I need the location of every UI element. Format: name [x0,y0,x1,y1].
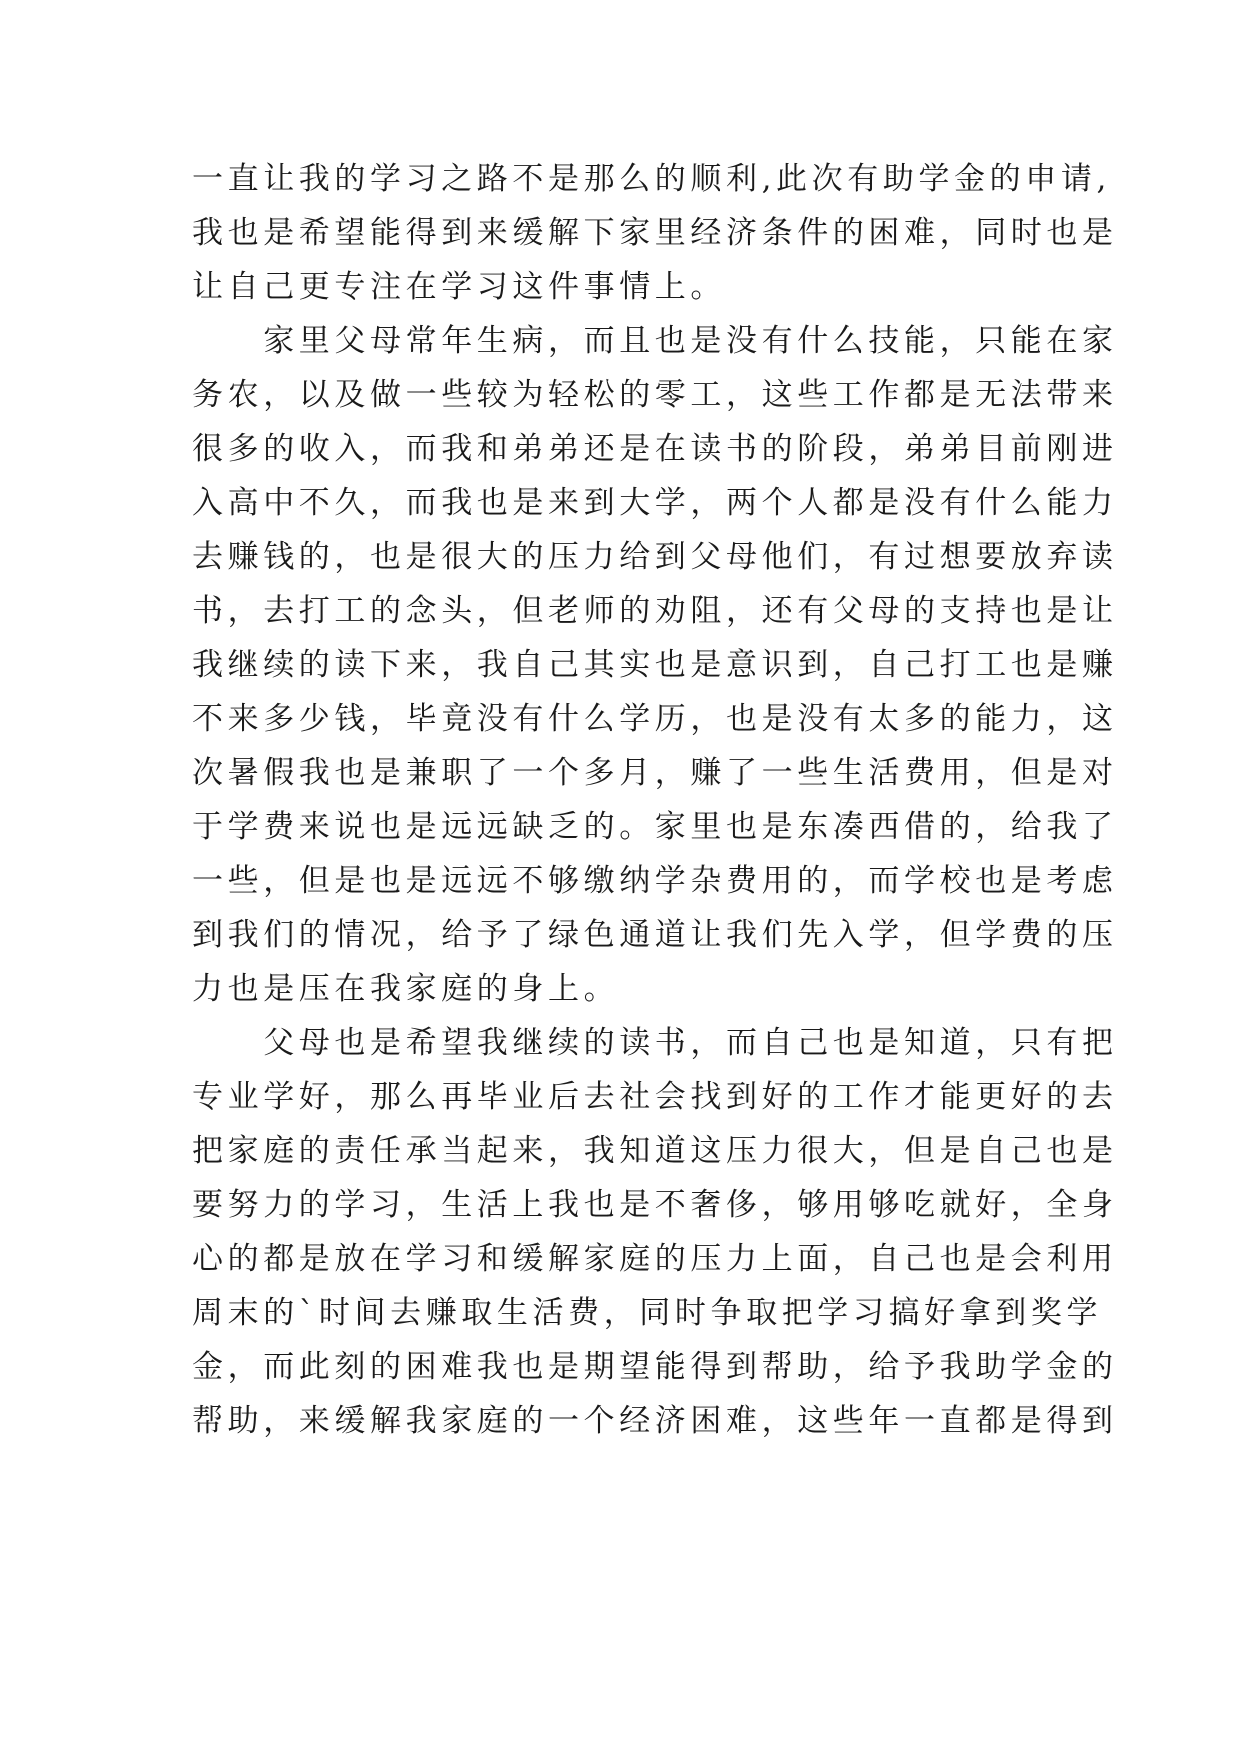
text-line: 父母也是希望我继续的读书，而自己也是知道，只有把 [192,1025,1118,1061]
text-line: 入高中不久，而我也是来到大学，两个人都是没有什么能力 [192,485,1118,521]
text-line: 专业学好，那么再毕业后去社会找到好的工作才能更好的去 [192,1079,1118,1115]
text-line: 书，去打工的念头，但老师的劝阻，还有父母的支持也是让 [192,593,1118,629]
text-line: 务农，以及做一些较为轻松的零工，这些工作都是无法带来 [192,377,1118,413]
text-line: 很多的收入，而我和弟弟还是在读书的阶段，弟弟目前刚进 [192,431,1118,467]
text-line: 去赚钱的，也是很大的压力给到父母他们，有过想要放弃读 [192,539,1118,575]
text-line: 于学费来说也是远远缺乏的。家里也是东凑西借的，给我了 [192,809,1118,845]
text-line: 到我们的情况，给予了绿色通道让我们先入学，但学费的压 [192,917,1118,953]
text-line: 周末的`时间去赚取生活费，同时争取把学习搞好拿到奖学 [192,1295,1103,1331]
text-line: 我也是希望能得到来缓解下家里经济条件的困难，同时也是 [192,215,1118,251]
text-line: 次暑假我也是兼职了一个多月，赚了一些生活费用，但是对 [192,755,1118,791]
text-line: 要努力的学习，生活上我也是不奢侈，够用够吃就好，全身 [192,1187,1118,1223]
text-line: 帮助，来缓解我家庭的一个经济困难，这些年一直都是得到 [192,1403,1118,1439]
text-line: 我继续的读下来，我自己其实也是意识到，自己打工也是赚 [192,647,1118,683]
text-line: 金，而此刻的困难我也是期望能得到帮助，给予我助学金的 [192,1349,1118,1385]
text-line: 一些，但是也是远远不够缴纳学杂费用的，而学校也是考虑 [192,863,1118,899]
document-body [192,152,1118,1448]
text-line: 把家庭的责任承当起来，我知道这压力很大，但是自己也是 [192,1133,1118,1169]
text-line: 让自己更专注在学习这件事情上。 [192,269,726,305]
text-line: 力也是压在我家庭的身上。 [192,971,620,1007]
text-line: 一直让我的学习之路不是那么的顺利,此次有助学金的申请, [192,161,1111,197]
text-line: 心的都是放在学习和缓解家庭的压力上面，自己也是会利用 [192,1241,1118,1277]
text-line: 家里父母常年生病，而且也是没有什么技能，只能在家 [192,323,1118,359]
text-line: 不来多少钱，毕竟没有什么学历，也是没有太多的能力，这 [192,701,1118,737]
